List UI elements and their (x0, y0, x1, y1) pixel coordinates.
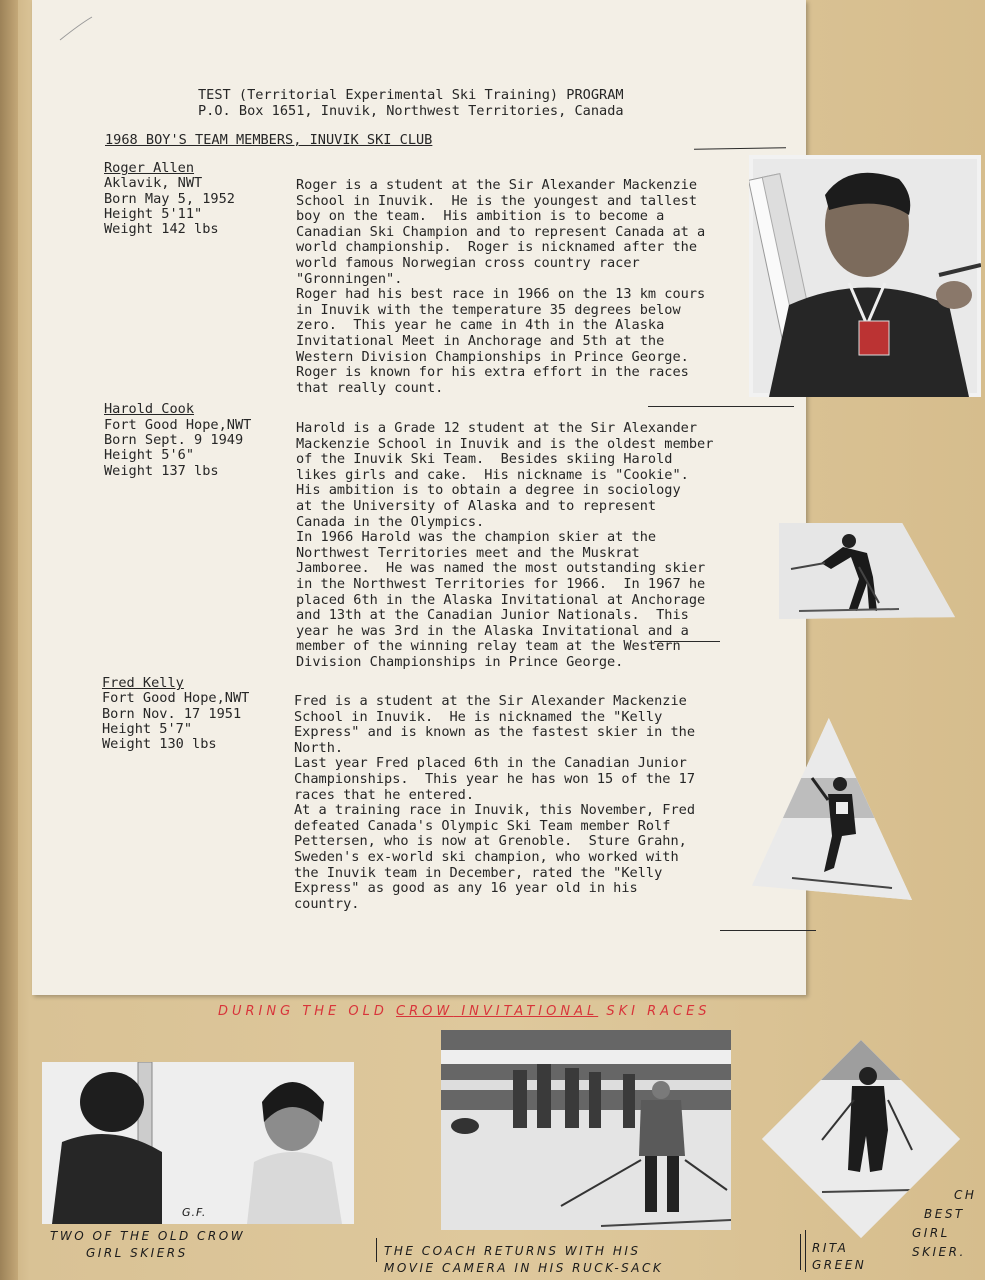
member-detail: Weight 137 lbs (104, 463, 219, 479)
pen-divider (654, 641, 720, 642)
caption-line: GIRL (912, 1226, 950, 1240)
caption-line: CH (954, 1188, 977, 1202)
bio-line: Canada in the Olympics. (296, 513, 485, 530)
bio-line: Jamboree. He was named the most outstanding skier (296, 560, 706, 577)
bio-line: Invitational Meet in Anchorage and 5th at the (296, 332, 665, 349)
bio-line: Western Division Championships in Prince George. (296, 348, 689, 365)
bio-line: likes girls and cake. His nickname is "Cookie". (296, 466, 689, 483)
bio-line: that really count. (296, 379, 444, 396)
bio-line: Roger is a student at the Sir Alexander Mackenzie (296, 177, 698, 193)
header-line-1: TEST (Territorial Experimental Ski Training) PROGRAM (198, 87, 624, 103)
bio-line: races that he entered. (294, 786, 475, 803)
photo-two-girl-skiers (42, 1062, 354, 1224)
bio-line: Roger had his best race in 1966 on the 13 km cours (296, 286, 706, 303)
member-detail: Fort Good Hope,NWT (104, 417, 252, 433)
member-detail: Born Sept. 9 1949 (104, 432, 244, 448)
photo-roger-allen (749, 155, 981, 397)
bio-line: In 1966 Harold was the champion skier at the (296, 529, 657, 546)
caption-line: GREEN (812, 1258, 867, 1272)
bio-line: Championships. This year he has won 15 of the 17 (294, 770, 696, 787)
bio-line: "Gronningen". (296, 270, 403, 287)
typed-sheet (32, 0, 806, 995)
bio-line: Express" and is known as the fastest skier in the (294, 724, 696, 741)
caption-line: RITA (812, 1241, 849, 1255)
bio-line: Last year Fred placed 6th in the Canadian Junior (294, 755, 687, 772)
member-detail: Height 5'11" (104, 206, 203, 222)
member-detail: Born May 5, 1952 (104, 191, 235, 207)
bio-line: School in Inuvik. He is the youngest and tallest (296, 192, 698, 209)
caption-line: GIRL SKIERS (86, 1246, 188, 1260)
member-detail: Born Nov. 17 1951 (102, 706, 242, 722)
header-line-2: P.O. Box 1651, Inuvik, Northwest Territories, Canada (198, 103, 624, 119)
pencil-mark (58, 14, 98, 44)
bio-line: School in Inuvik. He is nicknamed the "Kelly (294, 708, 663, 725)
bio-line: year he was 3rd in the Alaska Invitational and a (296, 622, 689, 639)
bio-line: Pettersen, who is now at Grenoble. Sture Grahn, (294, 833, 687, 850)
bio-line: of the Inuvik Ski Team. Besides skiing Harold (296, 451, 673, 468)
pen-divider (648, 406, 794, 407)
member-detail: Weight 130 lbs (102, 736, 217, 752)
member-name: Roger Allen (104, 160, 195, 176)
caption-line: BEST (924, 1207, 965, 1221)
old-crow-title: DURING THE OLD CROW INVITATIONAL SKI RACES (218, 1004, 711, 1019)
bio-line: Mackenzie School in Inuvik and is the oldest member (296, 435, 714, 452)
caption-girl-skiers (50, 1228, 245, 1262)
bio-line: His ambition is to obtain a degree in sociology (296, 482, 681, 499)
bio-line: Sweden's ex-world ski champion, who worked with (294, 848, 679, 865)
bio-line: boy on the team. His ambition is to become a (296, 208, 665, 225)
member-name: Harold Cook (104, 401, 195, 417)
member-detail: Height 5'6" (104, 447, 195, 463)
bio-line: Division Championships in Prince George. (296, 653, 624, 670)
bio-line: placed 6th in the Alaska Invitational at Anchorage (296, 591, 706, 608)
caption-line: TWO OF THE OLD CROW (50, 1229, 246, 1243)
caption-line: MOVIE CAMERA IN HIS RUCK-SACK (384, 1261, 664, 1275)
bio-line: Northwest Territories meet and the Muskrat (296, 544, 640, 561)
bio-line: Roger is known for his extra effort in the races (296, 364, 689, 381)
member-name: Fred Kelly (102, 675, 184, 691)
bio-line: defeated Canada's Olympic Ski Team member Rolf (294, 817, 671, 834)
member-detail: Height 5'7" (102, 721, 193, 737)
bio-line: member of the winning relay team at the Western (296, 638, 681, 655)
bio-line: Canadian Ski Champion and to represent Canada at a (296, 223, 706, 240)
bio-line: the Inuvik team in December, rated the "Kelly (294, 864, 663, 881)
bio-line: country. (294, 895, 360, 912)
pen-separator (805, 1230, 806, 1272)
bio-line: and 13th at the Canadian Junior Nationals. This (296, 607, 689, 624)
bio-line: in the Northwest Territories for 1966. In 1967 he (296, 575, 706, 592)
caption-line: SKIER. (912, 1245, 966, 1259)
bio-line: in Inuvik with the temperature 35 degrees below (296, 301, 681, 318)
bio-line: at the University of Alaska and to represent (296, 497, 657, 514)
photo-initials: G.F. (182, 1206, 207, 1219)
bio-line: zero. This year he came in 4th in the Alaska (296, 317, 665, 334)
member-detail: Fort Good Hope,NWT (102, 690, 250, 706)
bio-line: world famous Norwegian cross country racer (296, 254, 640, 271)
pen-separator (376, 1238, 377, 1262)
bio-line: Fred is a student at the Sir Alexander Mackenzie (294, 693, 687, 709)
pen-separator (800, 1234, 801, 1270)
photo-coach-returns (441, 1030, 731, 1230)
bio-line: At a training race in Inuvik, this November, Fred (294, 802, 696, 819)
member-detail: Aklavik, NWT (104, 175, 203, 191)
caption-best-girl (912, 1186, 976, 1262)
pen-divider (720, 930, 816, 931)
section-title: 1968 BOY'S TEAM MEMBERS, INUVIK SKI CLUB (105, 132, 433, 148)
caption-rita-green (812, 1240, 866, 1274)
bio-line: world championship. Roger is nicknamed after the (296, 239, 698, 256)
bio-line: Express" as good as any 16 year old in his (294, 880, 638, 897)
photo-harold-cook (779, 523, 955, 619)
album-spine (0, 0, 18, 1280)
caption-coach (384, 1243, 663, 1277)
bio-line: Harold is a Grade 12 student at the Sir Alexander (296, 420, 698, 436)
bio-line: North. (294, 739, 344, 756)
member-detail: Weight 142 lbs (104, 221, 219, 237)
caption-line: THE COACH RETURNS WITH HIS (384, 1244, 641, 1258)
